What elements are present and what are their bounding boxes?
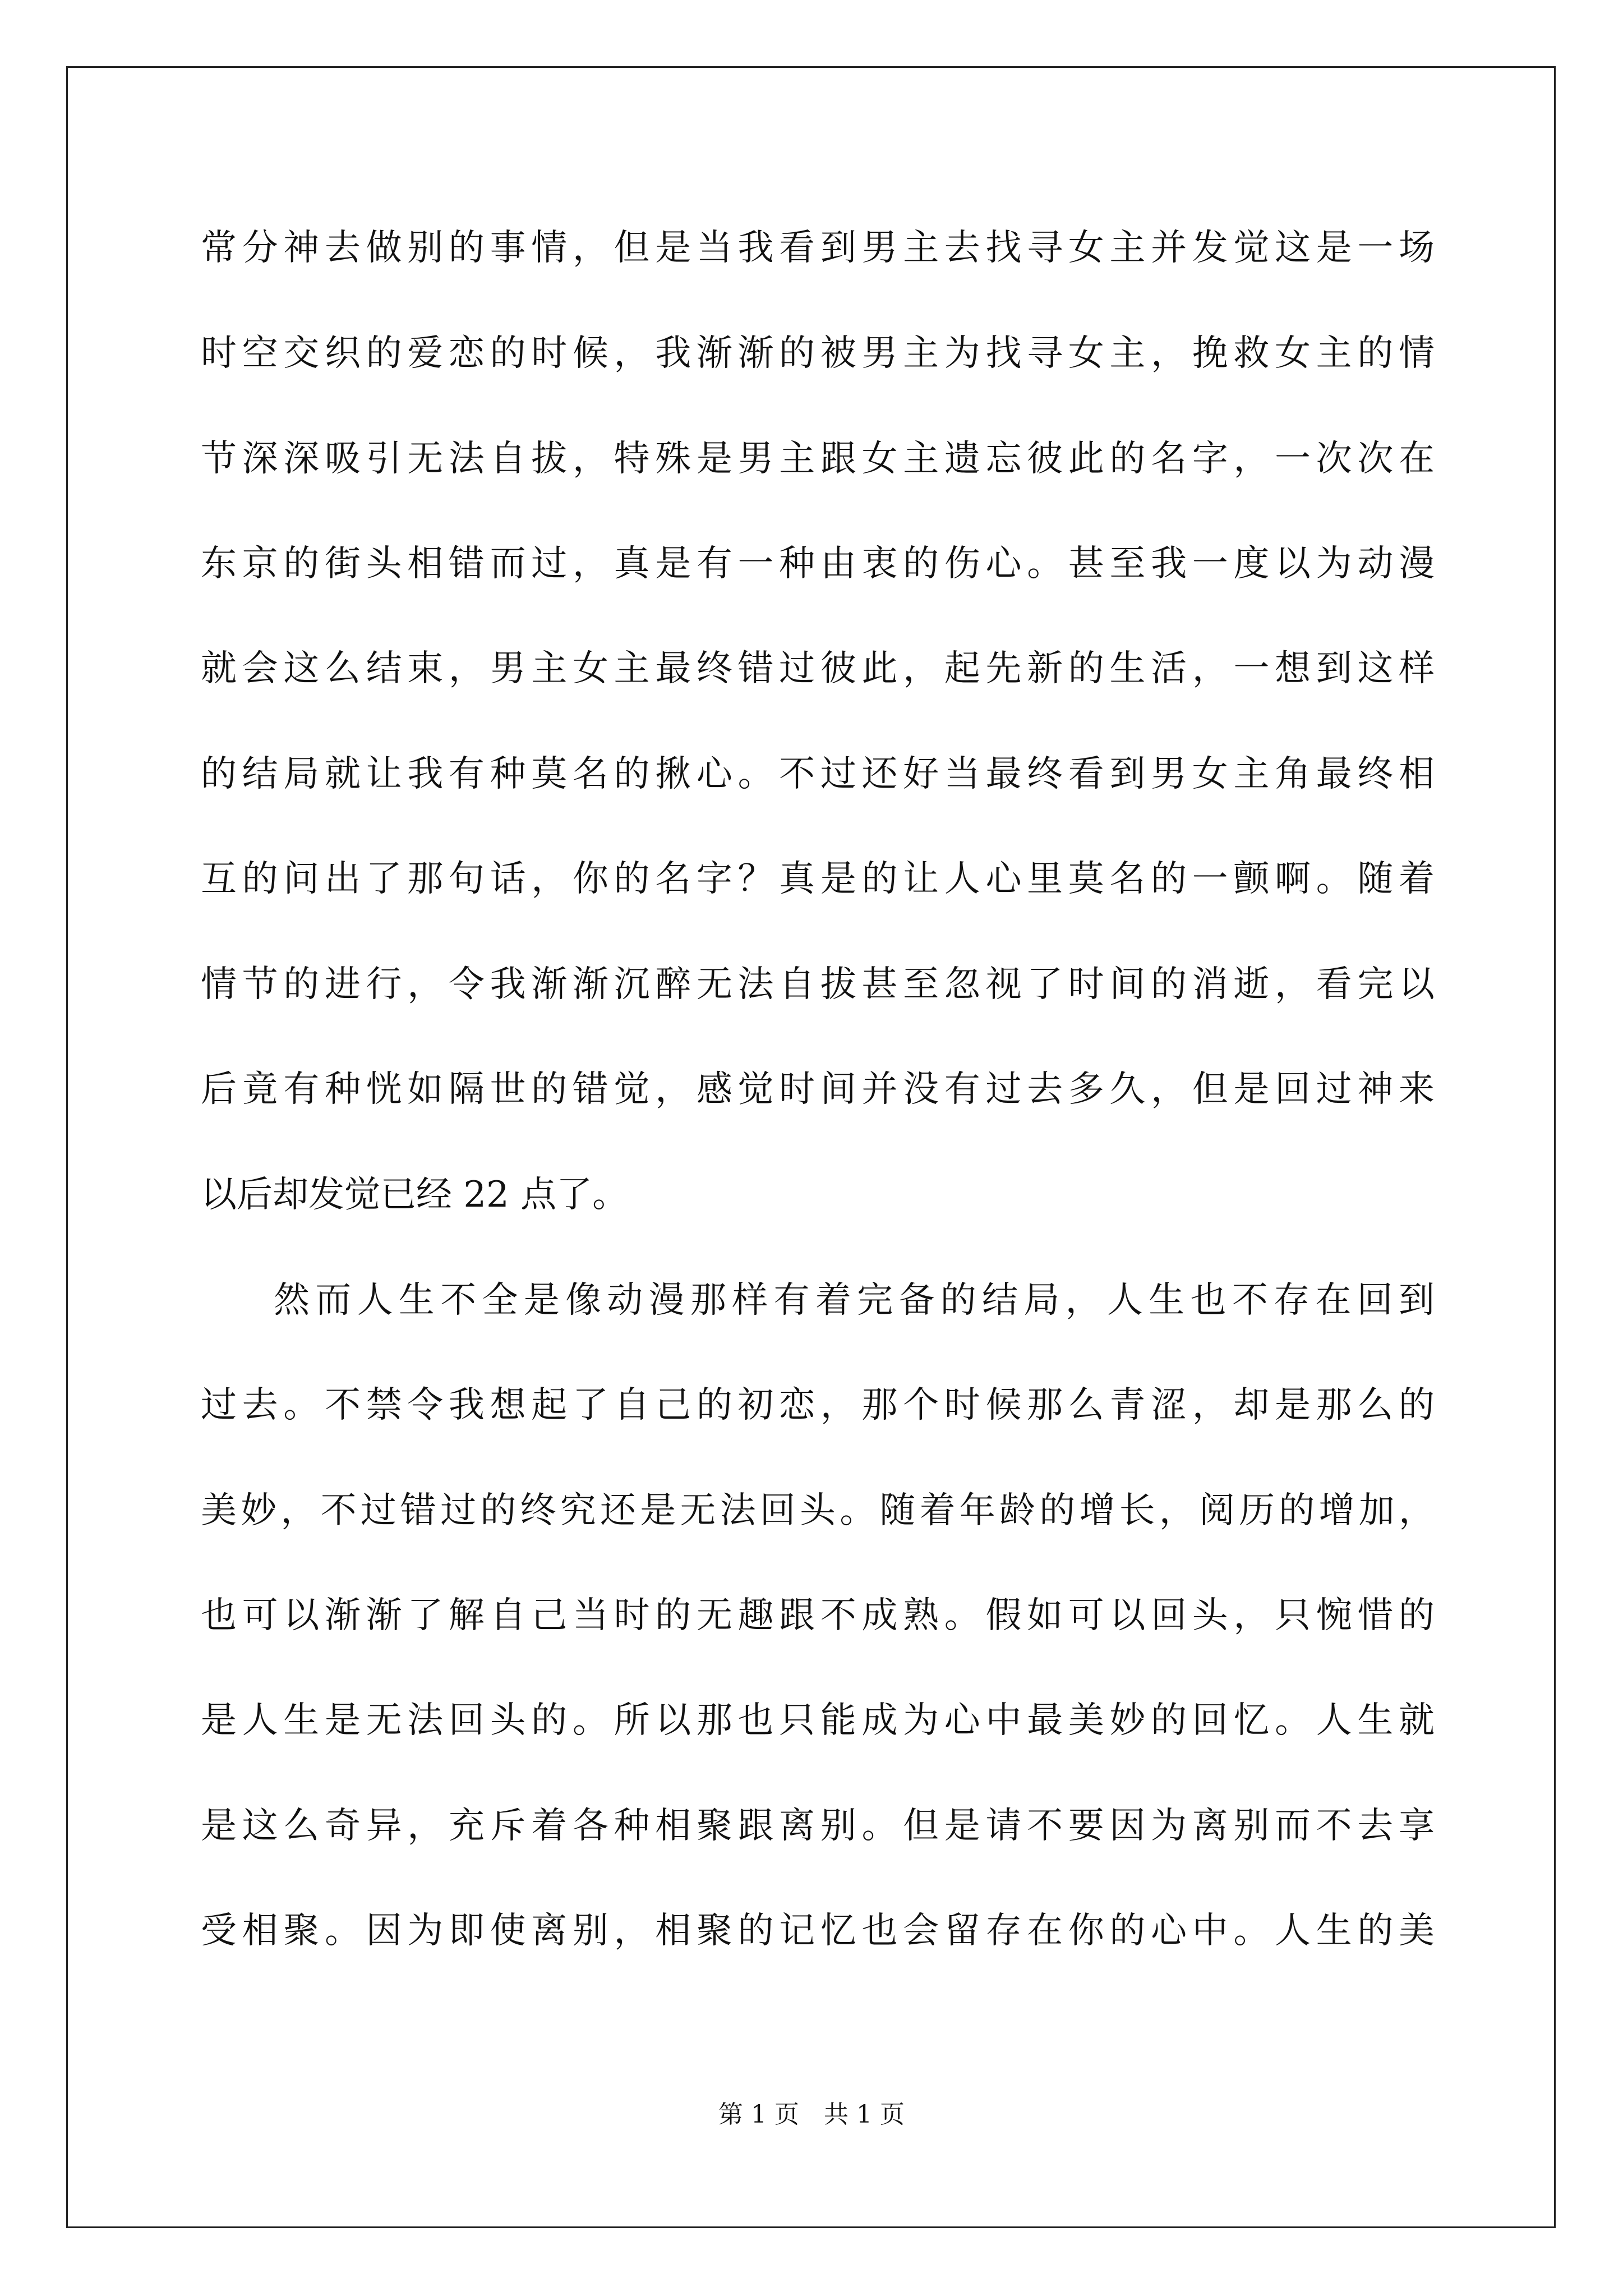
text-line: 时空交织的爱恋的时候，我渐渐的被男主为找寻女主，挽救女主的情: [201, 333, 1435, 374]
text-line: 过去。不禁令我想起了自己的初恋，那个时候那么青涩，却是那么的: [201, 1384, 1435, 1426]
text-line: 节深深吸引无法自拔，特殊是男主跟女主遗忘彼此的名字，一次次在: [201, 438, 1435, 480]
text-line: 也可以渐渐了解自己当时的无趣跟不成熟。假如可以回头，只惋惜的: [201, 1595, 1435, 1636]
text-line: 东京的街头相错而过，真是有一种由衷的伤心。甚至我一度以为动漫: [201, 543, 1435, 585]
page-number-footer: 第 1 页 共 1 页: [718, 2100, 905, 2129]
text-line: 的结局就让我有种莫名的揪心。不过还好当最终看到男女主角最终相: [201, 753, 1435, 795]
text-line: 后竟有种恍如隔世的错觉，感觉时间并没有过去多久，但是回过神来: [201, 1069, 1435, 1110]
text-line: 就会这么结束，男主女主最终错过彼此，起先新的生活，一想到这样: [201, 648, 1435, 689]
text-line: 是人生是无法回头的。所以那也只能成为心中最美妙的回忆。人生就: [201, 1700, 1435, 1741]
text-line: 互的问出了那句话，你的名字？真是的让人心里莫名的一颤啊。随着: [201, 858, 1435, 900]
text-line: 以后却发觉已经 22 点了。: [201, 1174, 629, 1216]
text-line: 受相聚。因为即使离别，相聚的记忆也会留存在你的心中。人生的美: [201, 1910, 1435, 1952]
text-line: 情节的进行，令我渐渐沉醉无法自拔甚至忽视了时间的消逝，看完以: [201, 964, 1435, 1005]
text-line: 美妙，不过错过的终究还是无法回头。随着年龄的增长，阅历的增加，: [201, 1490, 1435, 1531]
text-line: 是这么奇异，充斥着各种相聚跟离别。但是请不要因为离别而不去享: [201, 1805, 1435, 1847]
text-line: 常分神去做别的事情，但是当我看到男主去找寻女主并发觉这是一场: [201, 227, 1435, 269]
paragraph-start-line: 然而人生不全是像动漫那样有着完备的结局，人生也不存在回到: [274, 1280, 1435, 1321]
